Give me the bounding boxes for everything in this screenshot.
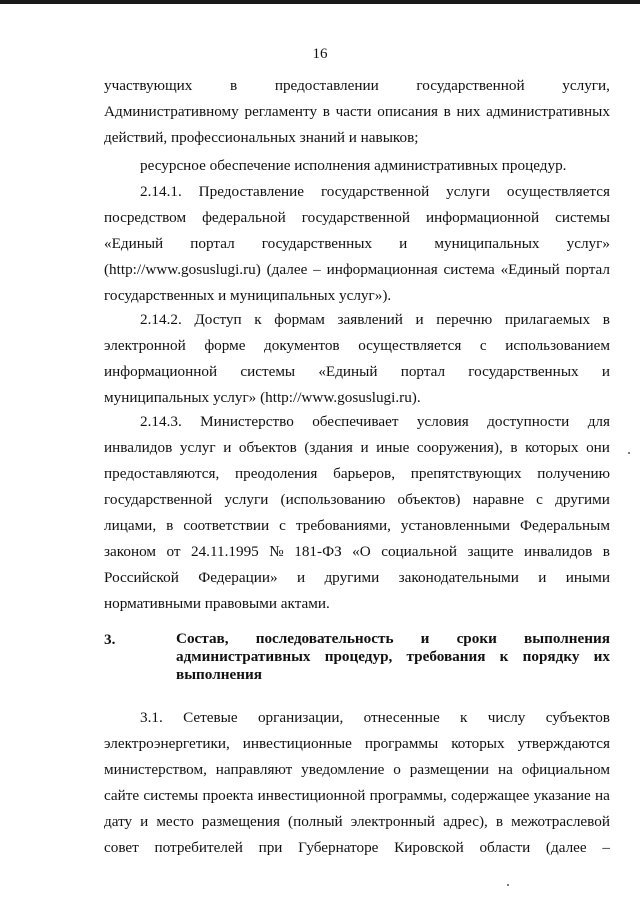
text-line	[104, 208, 610, 228]
word: процедур,	[324, 648, 393, 665]
word: доступности	[487, 413, 570, 430]
word: дату	[104, 813, 133, 830]
word: с	[279, 517, 286, 534]
word: препятствующих	[410, 465, 522, 482]
word: услуг	[179, 439, 216, 456]
word: описания	[377, 103, 438, 120]
text-line	[104, 760, 610, 780]
word: (http://www.gosuslugi.ru)	[104, 261, 261, 278]
word: электроэнергетики,	[104, 735, 230, 752]
word: «Единый	[500, 261, 560, 278]
text-line	[104, 438, 610, 458]
word: услуги	[446, 183, 490, 200]
word: 24.11.1995	[190, 543, 259, 560]
text-line	[104, 336, 610, 356]
heading-line	[176, 630, 610, 648]
word: потребителей	[154, 839, 243, 856]
word: защите	[467, 543, 514, 560]
text-line	[104, 568, 610, 588]
word: заявлений	[337, 311, 403, 328]
word: «Единый	[104, 235, 164, 252]
word: для	[587, 413, 610, 430]
word: в	[510, 439, 518, 456]
word: осуществляется	[506, 183, 610, 200]
word: «Единый	[318, 363, 378, 380]
word: порядку	[522, 648, 580, 665]
word: области	[479, 839, 531, 856]
word: в	[602, 311, 610, 328]
word: совет	[104, 839, 139, 856]
word: инвалидов	[523, 543, 593, 560]
word: иные	[376, 439, 410, 456]
word: требования	[406, 648, 486, 665]
scan-speck	[628, 452, 630, 454]
text-line	[104, 734, 610, 754]
word: сайте	[104, 787, 140, 804]
word: 2.14.1.	[140, 183, 182, 200]
word: государственной	[320, 183, 430, 200]
word: предоставлении	[274, 77, 379, 94]
word: иными	[565, 569, 610, 586]
section-number: 3.	[104, 631, 116, 648]
word: другими	[555, 491, 610, 508]
word: (использованию	[280, 491, 386, 508]
word: в	[322, 103, 330, 120]
word: инвалидов	[104, 439, 173, 456]
word: Административному	[104, 103, 239, 120]
word: система	[443, 261, 495, 278]
text-line	[104, 234, 610, 254]
word: законодательными	[398, 569, 519, 586]
word: последовательность	[255, 630, 394, 647]
word: услуг»	[566, 235, 610, 252]
word: №	[269, 543, 284, 560]
top-border-rule	[0, 0, 640, 4]
word: и	[538, 569, 547, 586]
word: числу	[487, 709, 526, 726]
text-line	[104, 102, 610, 122]
word: инвестиционные	[242, 735, 352, 752]
page-number: 16	[312, 46, 328, 62]
word: и	[223, 439, 232, 456]
word: части	[335, 103, 372, 120]
word: документов	[264, 337, 340, 354]
text-line	[104, 260, 610, 280]
word: межотраслевой	[511, 813, 610, 830]
word: услуги,	[562, 77, 610, 94]
word: инвестиционной	[257, 787, 366, 804]
word: Состав,	[176, 630, 229, 647]
word: (далее	[266, 261, 308, 278]
word: административных	[176, 648, 311, 665]
word: организации,	[257, 709, 344, 726]
text-line	[104, 464, 610, 484]
word: электронный	[350, 813, 436, 830]
word: и	[415, 311, 424, 328]
word: официальном	[521, 761, 610, 778]
word: социальной	[381, 543, 458, 560]
word: перечню	[436, 311, 493, 328]
word: и	[140, 813, 149, 830]
word: них	[456, 103, 481, 120]
text-line	[104, 838, 610, 858]
word: (далее	[545, 839, 587, 856]
word: Министерство	[200, 413, 294, 430]
word: утверждаются	[517, 735, 610, 752]
word: (полный	[288, 813, 343, 830]
word: информационная	[326, 261, 438, 278]
word: информационной	[104, 363, 218, 380]
word: в	[602, 543, 610, 560]
word: Российской	[104, 569, 179, 586]
word: Доступ	[194, 311, 242, 328]
text-line	[104, 412, 610, 432]
word: системы	[555, 209, 610, 226]
text-line	[104, 812, 610, 832]
text-line	[104, 708, 610, 728]
word: прилагаемых	[504, 311, 591, 328]
word: выполнения	[524, 630, 610, 647]
word: сооружения),	[416, 439, 503, 456]
word: соответствии	[183, 517, 270, 534]
word: электронной	[104, 337, 186, 354]
word: осуществляется	[358, 337, 462, 354]
text-line	[104, 310, 610, 330]
word: государственной	[301, 209, 411, 226]
word: к	[499, 648, 509, 665]
word: 3.1.	[140, 709, 163, 726]
word: получению	[537, 465, 610, 482]
word: 181-ФЗ	[294, 543, 342, 560]
word: программы,	[369, 787, 447, 804]
word: лицами,	[104, 517, 157, 534]
word: от	[166, 543, 181, 560]
word: информационной	[426, 209, 540, 226]
scan-speck	[507, 884, 509, 886]
word: системы	[143, 787, 199, 804]
word: сроки	[456, 630, 497, 647]
word: с	[479, 337, 487, 354]
word: формам	[274, 311, 325, 328]
word: направляют	[215, 761, 293, 778]
word: требованиями,	[295, 517, 391, 534]
word: административных	[486, 103, 610, 120]
word: в	[495, 813, 504, 830]
text-line: государственных и муниципальных услуг»).	[104, 287, 392, 304]
word: объектов	[238, 439, 297, 456]
word: размещении	[409, 761, 490, 778]
word: установленными	[400, 517, 511, 534]
word: на	[497, 761, 513, 778]
word: и	[420, 630, 430, 647]
word: и	[360, 439, 369, 456]
word: Федерации»	[198, 569, 278, 586]
text-line	[104, 182, 610, 202]
word: государственной	[416, 77, 525, 94]
word: адрес),	[443, 813, 488, 830]
word: предоставляются,	[104, 465, 220, 482]
word: «О	[352, 543, 371, 560]
word: и	[296, 569, 306, 586]
word: министерством,	[104, 761, 207, 778]
word: государственных	[468, 363, 579, 380]
text-line	[104, 76, 610, 96]
word: –	[313, 261, 321, 278]
text-line: нормативными правовыми актами.	[104, 595, 330, 612]
word: портал	[190, 235, 235, 252]
text-line: действий, профессиональных знаний и навыков;	[104, 129, 419, 146]
word: размещения	[201, 813, 281, 830]
word: –	[602, 839, 610, 856]
word: услуги	[224, 491, 269, 508]
text-line: ресурсное обеспечение исполнения административных процедур.	[140, 157, 567, 174]
word: муниципальных	[434, 235, 540, 252]
word: их	[593, 648, 610, 665]
word: на	[595, 787, 610, 804]
word: Сетевые	[183, 709, 238, 726]
word: портал	[400, 363, 446, 380]
word: государственной	[104, 491, 213, 508]
word: объектов)	[397, 491, 461, 508]
word: с	[536, 491, 543, 508]
text-line	[104, 490, 610, 510]
word: наравне	[472, 491, 524, 508]
word: федеральной	[202, 209, 286, 226]
word: другими	[324, 569, 380, 586]
word: регламенту	[244, 103, 318, 120]
word: (здания	[304, 439, 353, 456]
text-line	[104, 362, 610, 382]
word: указание	[533, 787, 591, 804]
text-line	[104, 786, 610, 806]
word: 2.14.3.	[140, 413, 182, 430]
word: субъектов	[545, 709, 610, 726]
word: к	[460, 709, 468, 726]
word: условия	[416, 413, 469, 430]
word: портал	[565, 261, 610, 278]
heading-line	[176, 648, 610, 666]
word: о	[393, 761, 401, 778]
word: отнесенные	[363, 709, 440, 726]
word: которых	[525, 439, 579, 456]
word: Федеральным	[520, 517, 610, 534]
word: в	[443, 103, 451, 120]
word: место	[156, 813, 194, 830]
word: проекта	[202, 787, 254, 804]
word: уведомление	[301, 761, 385, 778]
word: форме	[204, 337, 246, 354]
word: использованием	[505, 337, 610, 354]
word: участвующих	[104, 77, 193, 94]
word: законом	[104, 543, 156, 560]
heading-line: выполнения	[176, 666, 262, 683]
word: преодоления	[235, 465, 318, 482]
word: и	[601, 363, 610, 380]
word: к	[254, 311, 262, 328]
word: системы	[240, 363, 296, 380]
word: и	[399, 235, 408, 252]
word: Губернаторе	[298, 839, 379, 856]
word: посредством	[104, 209, 187, 226]
word: барьеров,	[333, 465, 395, 482]
text-line	[104, 516, 610, 536]
word: государственных	[261, 235, 373, 252]
word: при	[258, 839, 283, 856]
word: они	[586, 439, 610, 456]
word: которых	[451, 735, 505, 752]
word: Кировской	[394, 839, 464, 856]
word: в	[166, 517, 174, 534]
word: обеспечивает	[312, 413, 399, 430]
word: программы	[364, 735, 439, 752]
word: Предоставление	[198, 183, 305, 200]
word: содержащее	[450, 787, 530, 804]
word: 2.14.2.	[140, 311, 182, 328]
text-line: муниципальных услуг» (http://www.gosuslugi.ru).	[104, 389, 421, 406]
word: в	[230, 77, 238, 94]
text-line	[104, 542, 610, 562]
